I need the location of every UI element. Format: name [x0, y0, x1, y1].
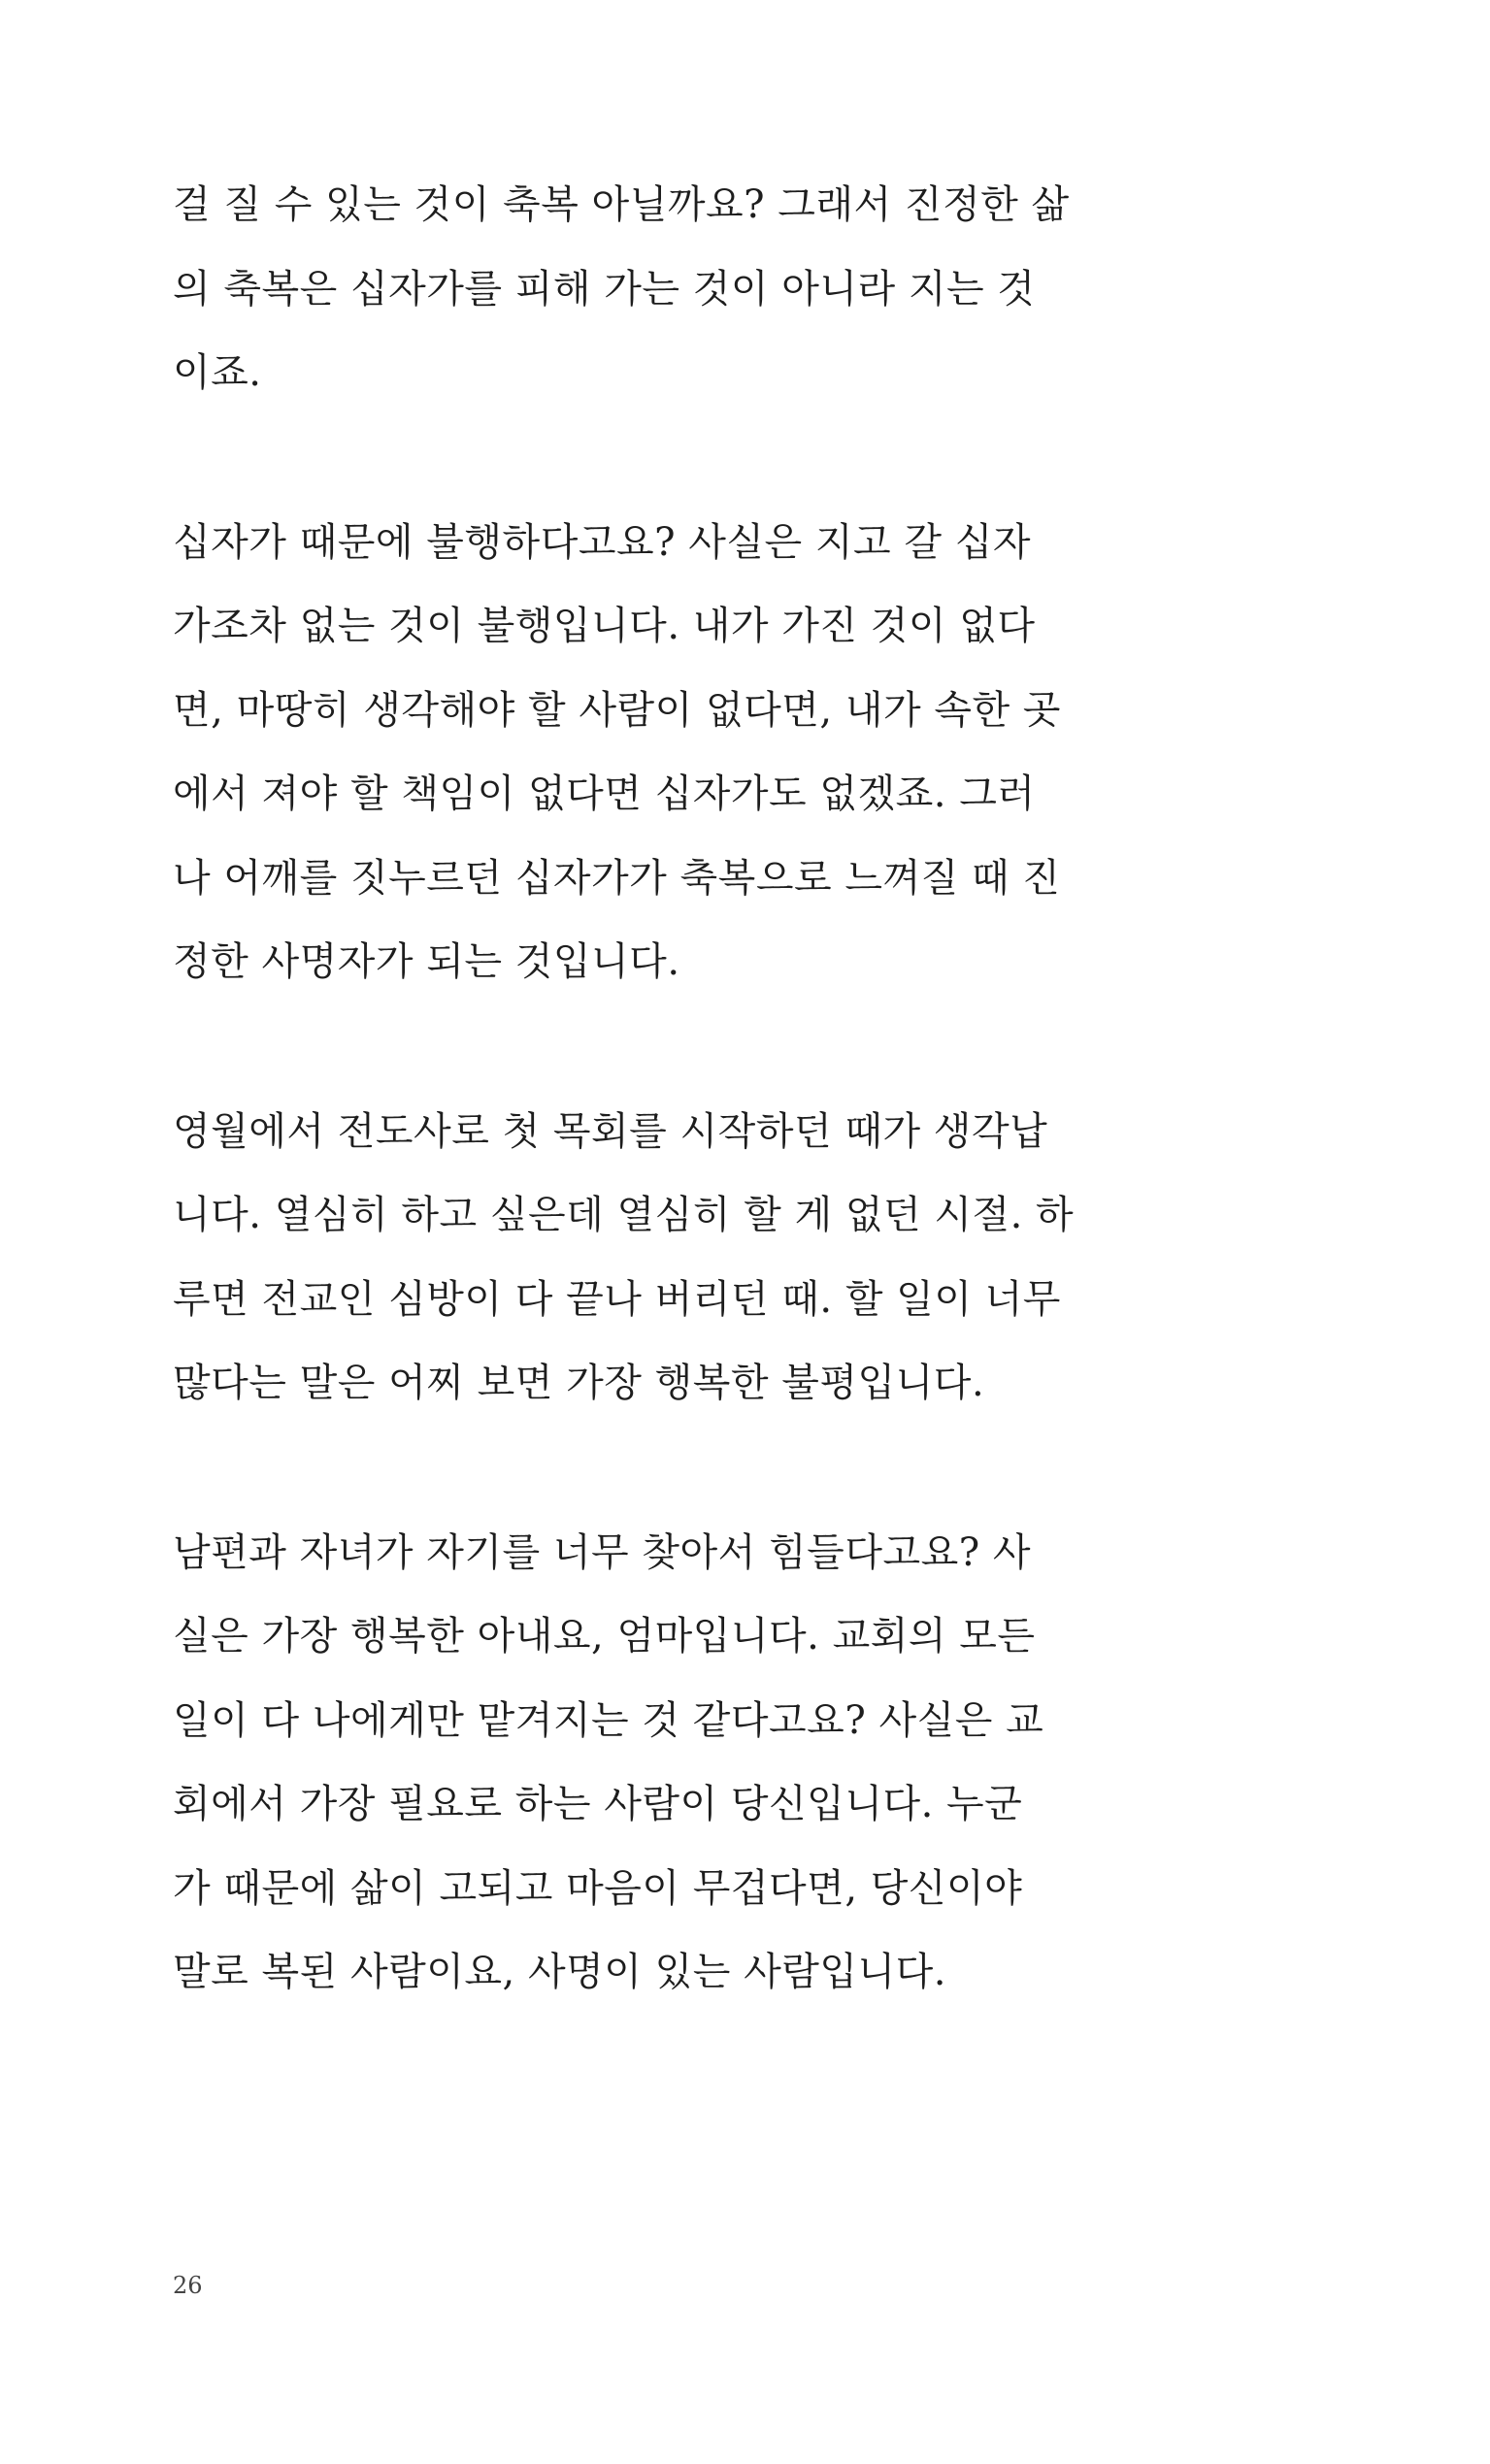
text-line: 이죠.	[173, 350, 262, 395]
text-line: 남편과 자녀가 자기를 너무 찾아서 힘들다고요? 사	[173, 1529, 1032, 1575]
paragraph-4	[173, 1511, 1095, 2015]
text-line: 면, 마땅히 생각해야 할 사람이 없다면, 내가 속한 곳	[173, 687, 1061, 733]
text-line: 에서 져야 할 책임이 없다면 십자가도 없겠죠. 그러	[173, 772, 1036, 816]
text-line: 말로 복된 사람이요, 사명이 있는 사람입니다.	[173, 1950, 947, 1994]
text-line: 가 때문에 삶이 고되고 마음이 무겁다면, 당신이야	[173, 1865, 1023, 1911]
body-text	[173, 163, 1095, 2100]
text-line: 니다. 열심히 하고 싶은데 열심히 할 게 없던 시절. 하	[173, 1193, 1075, 1237]
text-line: 루면 전교인 심방이 다 끝나 버리던 때. 할 일이 너무	[173, 1276, 1061, 1322]
text-line: 나 어깨를 짓누르던 십자가가 축복으로 느껴질 때 진	[173, 855, 1061, 901]
text-line: 많다는 말은 어찌 보면 가장 행복한 불평입니다.	[173, 1361, 985, 1405]
text-line: 회에서 가장 필요로 하는 사람이 당신입니다. 누군	[173, 1782, 1023, 1826]
text-line: 가조차 없는 것이 불행입니다. 내가 가진 것이 없다	[173, 604, 1036, 648]
text-line: 의 축복은 십자가를 피해 가는 것이 아니라 지는 것	[173, 266, 1036, 312]
page-number: 26	[173, 2272, 203, 2299]
text-line: 일이 다 나에게만 맡겨지는 것 같다고요? 사실은 교	[173, 1697, 1044, 1743]
text-line: 정한 사명자가 되는 것입니다.	[173, 939, 680, 984]
text-line: 실은 가장 행복한 아내요, 엄마입니다. 교회의 모든	[173, 1614, 1036, 1659]
paragraph-1	[173, 163, 1095, 415]
paragraph-3	[173, 1090, 1095, 1426]
text-line: 십자가 때문에 불행하다고요? 사실은 지고 갈 십자	[173, 519, 1032, 565]
text-line: 걸 질 수 있는 것이 축복 아닐까요? 그래서 진정한 삶	[173, 182, 1070, 227]
text-line: 영월에서 전도사로 첫 목회를 시작하던 때가 생각납	[173, 1108, 1048, 1154]
paragraph-2	[173, 501, 1095, 1004]
